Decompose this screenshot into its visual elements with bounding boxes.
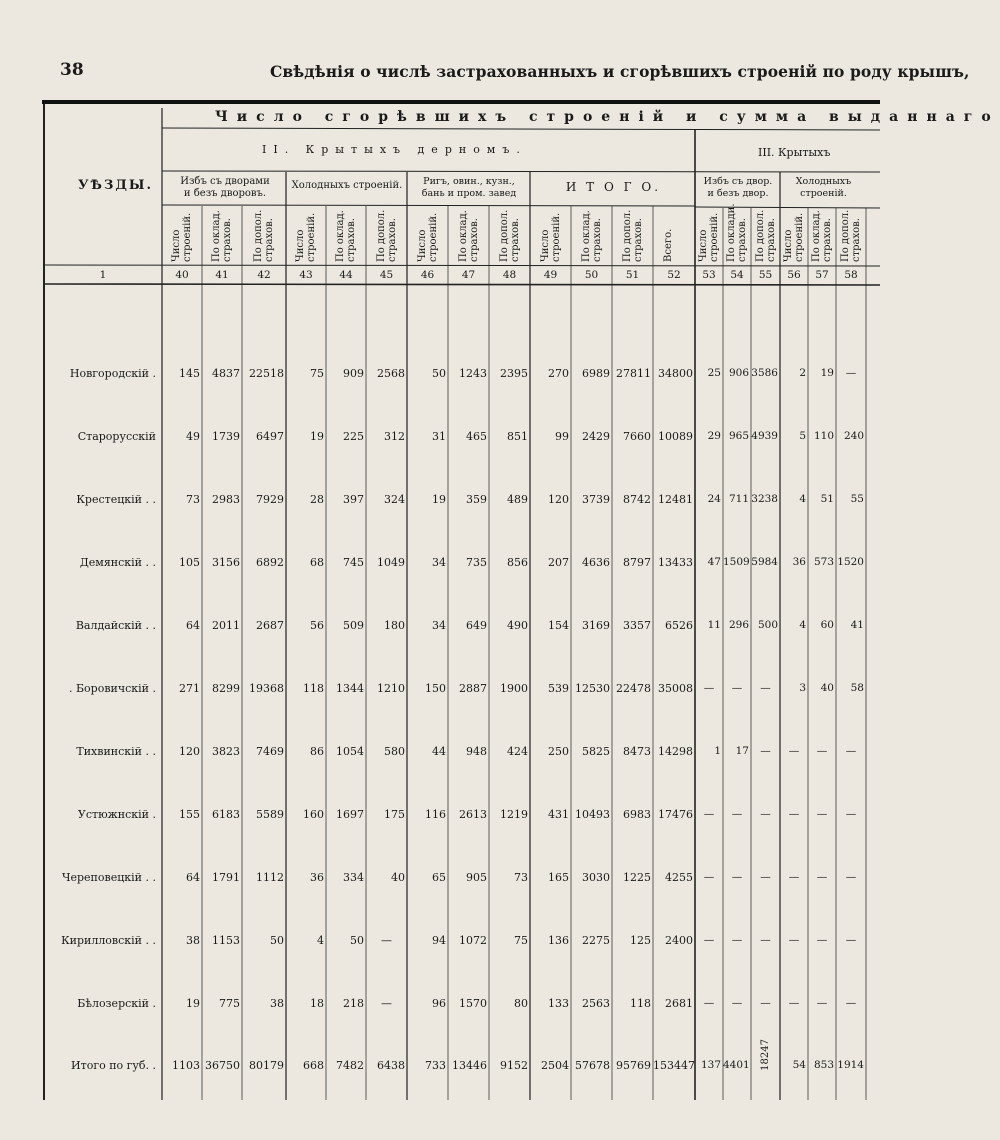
table-cell: 312 <box>384 430 405 443</box>
table-cell: 2429 <box>582 430 610 443</box>
table-cell: 153447 <box>653 1059 695 1072</box>
table-cell: 56 <box>310 619 324 632</box>
table-cell: — <box>381 997 392 1010</box>
table-cell: 8742 <box>623 493 651 506</box>
subheader-cell: По допол. страхов. <box>840 209 862 262</box>
table-cell: 1509 <box>723 556 750 568</box>
table-cell: 7929 <box>256 493 284 506</box>
subheader-cell: По допол. страхов. <box>754 209 777 262</box>
subheader-cell: Число строеній. <box>698 212 720 262</box>
table-cell: 948 <box>466 745 487 758</box>
table-cell: 2563 <box>582 997 610 1010</box>
table-cell: 8797 <box>623 556 651 569</box>
table-cell: 745 <box>343 556 364 569</box>
subheader-cell: Число строеній. <box>171 212 193 262</box>
table-cell: 490 <box>507 619 528 632</box>
column-number: 53 <box>702 269 716 281</box>
column-number: 41 <box>215 269 229 281</box>
row-name: Бѣлозерскій . <box>77 997 156 1010</box>
section-ii-header: II. Крытыхъ дерномъ. <box>262 143 527 156</box>
table-cell: 3169 <box>582 619 610 632</box>
table-cell: — <box>845 871 857 883</box>
table-cell: 24 <box>707 493 721 505</box>
table-cell: 1219 <box>500 808 528 821</box>
table-cell: 99 <box>555 430 569 443</box>
top-caption: Число сгорѣвшихъ строеній и сумма выданнаго <box>215 109 1000 125</box>
table-cell: — <box>703 934 715 946</box>
table-cell: 36750 <box>205 1059 240 1072</box>
table-cell: 34 <box>432 556 446 569</box>
table-cell: 489 <box>507 493 528 506</box>
table-cell: 218 <box>343 997 364 1010</box>
table-cell: 775 <box>219 997 240 1010</box>
table-cell: 3586 <box>751 367 778 379</box>
column-number: 50 <box>584 269 599 281</box>
table-cell: 86 <box>310 745 324 758</box>
column-number: 1 <box>99 269 107 281</box>
table-cell: 105 <box>179 556 200 569</box>
table-cell: 35008 <box>658 682 693 695</box>
table-cell: 2395 <box>500 367 528 380</box>
table-cell: 40 <box>391 871 405 884</box>
subheader-cell: Число строеній. <box>783 212 805 262</box>
row-name: Тихвинскій . . <box>76 745 156 758</box>
table-cell: 397 <box>343 493 364 506</box>
table-cell: — <box>731 997 743 1009</box>
table-cell: 711 <box>728 493 749 505</box>
table-cell: 65 <box>432 871 446 884</box>
table-cell: 28 <box>310 493 324 506</box>
table-cell: — <box>845 934 857 946</box>
table-cell: 36 <box>310 871 324 884</box>
table-cell: 10089 <box>658 430 693 443</box>
table-cell: 334 <box>343 871 364 884</box>
table-cell: 3156 <box>212 556 240 569</box>
table-cell: 80179 <box>249 1059 284 1072</box>
table-cell: 133 <box>548 997 569 1010</box>
table-cell: 965 <box>728 430 749 442</box>
table-cell: 2011 <box>212 619 240 632</box>
table-cell: 856 <box>507 556 528 569</box>
table-cell: 5589 <box>256 808 284 821</box>
table-cell: — <box>731 871 743 883</box>
column-number: 46 <box>420 269 435 281</box>
table-cell: 13433 <box>658 556 693 569</box>
table-cell: 668 <box>303 1059 324 1072</box>
subheader-cell: По допол. страхов. <box>498 209 521 262</box>
column-number: 57 <box>815 269 829 281</box>
table-cell: — <box>788 808 800 820</box>
table-cell: 909 <box>343 367 364 380</box>
table-cell: 4636 <box>582 556 610 569</box>
table-cell: — <box>788 997 800 1009</box>
table-cell: 580 <box>384 745 405 758</box>
column-number: 54 <box>730 269 744 281</box>
table-cell: — <box>788 871 800 883</box>
table-cell: 735 <box>466 556 487 569</box>
table-cell: 4401 <box>723 1059 750 1071</box>
column-number: 43 <box>299 269 313 281</box>
table-cell: 296 <box>728 619 749 631</box>
table-cell: 240 <box>843 430 864 442</box>
table-cell: 7660 <box>623 430 651 443</box>
table-cell: 1697 <box>336 808 364 821</box>
group-kholod3: Холодныхъ строеній. <box>795 176 852 199</box>
table-cell: 22478 <box>616 682 651 695</box>
table-cell: — <box>816 871 828 883</box>
row-name: Устюжнскій . <box>77 808 156 821</box>
column-number: 44 <box>339 269 353 281</box>
table-cell: — <box>816 745 828 757</box>
table-cell: 3739 <box>582 493 610 506</box>
table-cell: 38 <box>270 997 284 1010</box>
table-cell: 324 <box>384 493 405 506</box>
table-cell: 6526 <box>665 619 693 632</box>
row-name: Крестецкій . . <box>76 493 156 506</box>
table-cell: — <box>845 997 857 1009</box>
table-cell: 17 <box>735 745 749 757</box>
table-cell: — <box>703 997 715 1009</box>
table-cell: 4837 <box>212 367 240 380</box>
table-cell: 6983 <box>623 808 651 821</box>
table-cell: 1054 <box>336 745 364 758</box>
table-cell: 6497 <box>256 430 284 443</box>
subheader-cell: По допол. страхов. <box>253 209 275 262</box>
table-cell: 34 <box>432 619 446 632</box>
table-cell: — <box>788 934 800 946</box>
table-cell: — <box>703 871 715 883</box>
column-number: 45 <box>379 269 394 281</box>
table-cell: 649 <box>466 619 487 632</box>
table-cell: 6892 <box>256 556 284 569</box>
table-cell: 7482 <box>336 1059 364 1072</box>
table-cell: 64 <box>186 871 200 884</box>
table-cell: 50 <box>270 934 284 947</box>
table-cell: — <box>381 934 392 947</box>
subheader-cell: По оклад. страхов. <box>457 210 480 262</box>
table-cell: 1112 <box>256 871 284 884</box>
table-cell: 207 <box>548 556 569 569</box>
group-rig: Ригъ, овин., кузн., бань и пром. завед <box>421 176 517 199</box>
table-cell: 180 <box>384 619 405 632</box>
table-cell: 4 <box>799 619 806 631</box>
table-cell: — <box>731 934 743 946</box>
row-name: Череповецкій . . <box>61 871 156 884</box>
section-iii-header: III. Крытыхъ <box>758 146 831 159</box>
table-cell: 18 <box>310 997 324 1010</box>
subheader-cell: По оклад. страхов. <box>580 210 603 262</box>
table-cell: 2613 <box>459 808 487 821</box>
table-cell: 118 <box>303 682 324 695</box>
table-cell: 2568 <box>377 367 405 380</box>
table-cell: 60 <box>820 619 834 631</box>
table-cell: 10493 <box>575 808 610 821</box>
subheader-cell: По оклади. страхов. <box>726 203 748 262</box>
table-cell: 38 <box>186 934 200 947</box>
table-cell: — <box>760 997 771 1009</box>
column-number: 48 <box>502 269 517 281</box>
table-cell: 150 <box>425 682 446 695</box>
table-cell: 14298 <box>658 745 693 758</box>
table-cell: 7469 <box>256 745 284 758</box>
table-cell: 2400 <box>665 934 693 947</box>
subheader-cell: Число строеній. <box>416 212 439 262</box>
table-cell: 6989 <box>582 367 610 380</box>
table-cell: 359 <box>466 493 487 506</box>
table-cell: 49 <box>186 430 200 443</box>
table-cell: 1153 <box>212 934 240 947</box>
table-cell: 8473 <box>623 745 651 758</box>
table-cell: 1072 <box>459 934 487 947</box>
table-cell: 27811 <box>616 367 651 380</box>
table-cell: 50 <box>350 934 364 947</box>
row-name: . Боровичскій . <box>68 682 156 695</box>
table-cell: 2687 <box>256 619 284 632</box>
column-number: 47 <box>461 269 476 281</box>
table-cell: 270 <box>548 367 569 380</box>
table-cell: — <box>760 871 771 883</box>
subheader-cell: По оклад. страхов. <box>335 210 357 262</box>
subheader-cell: По оклад. страхов. <box>811 210 833 262</box>
table-cell: 1900 <box>500 682 528 695</box>
column-number: 51 <box>625 269 640 281</box>
table-cell: 17476 <box>658 808 693 821</box>
table-cell: 250 <box>548 745 569 758</box>
table-cell: 271 <box>179 682 200 695</box>
table-cell: — <box>845 745 857 757</box>
table-cell: 4939 <box>751 430 778 442</box>
table-cell: 175 <box>384 808 405 821</box>
column-number: 40 <box>175 269 189 281</box>
table-cell: — <box>816 997 828 1009</box>
table-cell: 160 <box>303 808 324 821</box>
column-number: 58 <box>844 269 858 281</box>
table-cell: 3357 <box>623 619 651 632</box>
table-cell: 6183 <box>212 808 240 821</box>
table-cell: — <box>760 745 771 757</box>
table-cell: 2 <box>799 367 806 379</box>
table-cell: 50 <box>432 367 446 380</box>
table-cell: 22518 <box>249 367 284 380</box>
table-cell: 3030 <box>582 871 610 884</box>
table-cell: 1791 <box>212 871 240 884</box>
table-cell: 3 <box>799 682 806 694</box>
table-cell: 2504 <box>541 1059 569 1072</box>
table-cell: 64 <box>186 619 200 632</box>
table-cell: 47 <box>707 556 721 568</box>
table-cell: 1520 <box>837 556 864 568</box>
group-kholod: Холодныхъ строеній. <box>291 180 403 191</box>
table-cell: 54 <box>792 1059 806 1071</box>
table-cell: 851 <box>507 430 528 443</box>
table-cell: 13446 <box>452 1059 487 1072</box>
table-cell: 94 <box>432 934 446 947</box>
table-cell: 154 <box>548 619 569 632</box>
table-cell: 19 <box>310 430 324 443</box>
table-cell: 539 <box>548 682 569 695</box>
table-cell: 1570 <box>459 997 487 1010</box>
table-cell: 29 <box>707 430 721 442</box>
table-cell: 41 <box>850 619 864 631</box>
table-cell: 2275 <box>582 934 610 947</box>
table-cell: 906 <box>728 367 749 379</box>
column-number: 55 <box>758 269 773 281</box>
table-cell: 424 <box>507 745 528 758</box>
table-cell: — <box>703 682 715 694</box>
table-cell: 2681 <box>665 997 693 1010</box>
group-izb3: Избъ съ двор. и безъ двор. <box>703 176 773 199</box>
table-cell: — <box>816 934 828 946</box>
table-cell: 116 <box>425 808 446 821</box>
table-cell: 5984 <box>751 556 778 568</box>
table-cell: 733 <box>425 1059 446 1072</box>
column-number: 52 <box>667 269 681 281</box>
table-cell: 1049 <box>377 556 405 569</box>
table-cell: 3823 <box>212 745 240 758</box>
table-cell: 36 <box>792 556 806 568</box>
table-cell: — <box>788 745 800 757</box>
table-cell: 19 <box>820 367 834 379</box>
table-cell: 73 <box>186 493 200 506</box>
subheader-cell: Число строеній. <box>295 212 317 262</box>
table-cell: 80 <box>514 997 528 1010</box>
table-cell: 137 <box>700 1059 721 1071</box>
row-name: Кирилловскій . . <box>61 934 156 947</box>
table-cell: 19 <box>186 997 200 1010</box>
table-cell: 1210 <box>377 682 405 695</box>
table-cell: 500 <box>757 619 778 631</box>
table-cell: 75 <box>514 934 528 947</box>
row-name: Валдайскій . . <box>75 619 156 632</box>
table-cell: — <box>845 367 857 379</box>
table-cell: 2887 <box>459 682 487 695</box>
table-cell: 225 <box>343 430 364 443</box>
table-cell: 34800 <box>658 367 693 380</box>
table-cell: — <box>760 934 771 946</box>
table-cell: 5825 <box>582 745 610 758</box>
table-cell: 4 <box>317 934 324 947</box>
table-cell: 1914 <box>837 1059 864 1071</box>
table-cell: — <box>760 808 771 820</box>
table-cell: 2983 <box>212 493 240 506</box>
table-cell: 58 <box>850 682 864 694</box>
page-number: 38 <box>60 60 84 80</box>
table-cell: 44 <box>432 745 446 758</box>
row-name: Новгородскій . <box>69 367 156 380</box>
table-cell: 905 <box>466 871 487 884</box>
table-cell: 145 <box>179 367 200 380</box>
table-cell: 68 <box>310 556 324 569</box>
uezdy-header: УѢЗДЫ. <box>78 178 154 193</box>
table-cell: 431 <box>548 808 569 821</box>
table-cell: 4 <box>799 493 806 505</box>
table-cell: 73 <box>514 871 528 884</box>
subheader-cell: Число строеній. <box>539 212 562 262</box>
table-cell: 6438 <box>377 1059 405 1072</box>
subheader-cell: По допол. страхов. <box>375 209 398 262</box>
group-itogo: И Т О Г О. <box>565 180 662 194</box>
table-cell: 120 <box>179 745 200 758</box>
table-cell: 1243 <box>459 367 487 380</box>
subheader-cell: По оклад. страхов. <box>211 210 233 262</box>
row-name: Итого по губ. . <box>71 1059 156 1072</box>
row-name: Старорусскій <box>77 430 156 443</box>
table-cell: 120 <box>548 493 569 506</box>
table-cell: — <box>845 808 857 820</box>
table-cell: — <box>760 682 771 694</box>
table-cell: 19 <box>432 493 446 506</box>
page-title: Свѣдѣнія о числѣ застрахованныхъ и сгорѣвшихъ строеній по роду крышъ, <box>270 62 970 81</box>
table-cell: 853 <box>813 1059 834 1071</box>
table-cell: 96 <box>432 997 446 1010</box>
table-cell: 1739 <box>212 430 240 443</box>
table-cell: 1103 <box>172 1059 200 1072</box>
table-cell: 25 <box>707 367 721 379</box>
table-cell: 19368 <box>249 682 284 695</box>
table-cell: 51 <box>820 493 834 505</box>
table-cell: — <box>731 808 743 820</box>
table-cell: 5 <box>799 430 806 442</box>
table-cell: 1 <box>714 745 721 757</box>
table-cell: 155 <box>179 808 200 821</box>
table-cell: 18247 <box>760 1039 771 1071</box>
table-cell: 55 <box>850 493 864 505</box>
table-cell: — <box>816 808 828 820</box>
table-cell: 165 <box>548 871 569 884</box>
table-cell: — <box>703 808 715 820</box>
table-cell: 110 <box>813 430 834 442</box>
row-name: Демянскій . . <box>79 556 156 569</box>
table-cell: 465 <box>466 430 487 443</box>
column-number: 42 <box>257 269 271 281</box>
table-cell: 57678 <box>575 1059 610 1072</box>
table-cell: 573 <box>813 556 834 568</box>
subheader-cell: По допол. страхов. <box>621 209 644 262</box>
table-cell: 75 <box>310 367 324 380</box>
table-cell: — <box>731 682 743 694</box>
table-cell: 136 <box>548 934 569 947</box>
table-cell: 1344 <box>336 682 364 695</box>
table-cell: 95769 <box>616 1059 651 1072</box>
table-cell: 31 <box>432 430 446 443</box>
table-cell: 11 <box>707 619 721 631</box>
table-cell: 509 <box>343 619 364 632</box>
table-cell: 9152 <box>500 1059 528 1072</box>
table-cell: 12481 <box>658 493 693 506</box>
table-cell: 1225 <box>623 871 651 884</box>
table-cell: 4255 <box>665 871 693 884</box>
group-izb: Избъ съ дворами и безъ дворовъ. <box>180 176 270 199</box>
table-cell: 3238 <box>751 493 778 505</box>
table-cell: 118 <box>630 997 651 1010</box>
table-cell: 12530 <box>575 682 610 695</box>
column-number: 49 <box>543 269 558 281</box>
subheader-cell: Всего. <box>663 228 674 262</box>
table-cell: 8299 <box>212 682 240 695</box>
table-cell: 40 <box>820 682 834 694</box>
column-number: 56 <box>787 269 801 281</box>
table-cell: 125 <box>630 934 651 947</box>
